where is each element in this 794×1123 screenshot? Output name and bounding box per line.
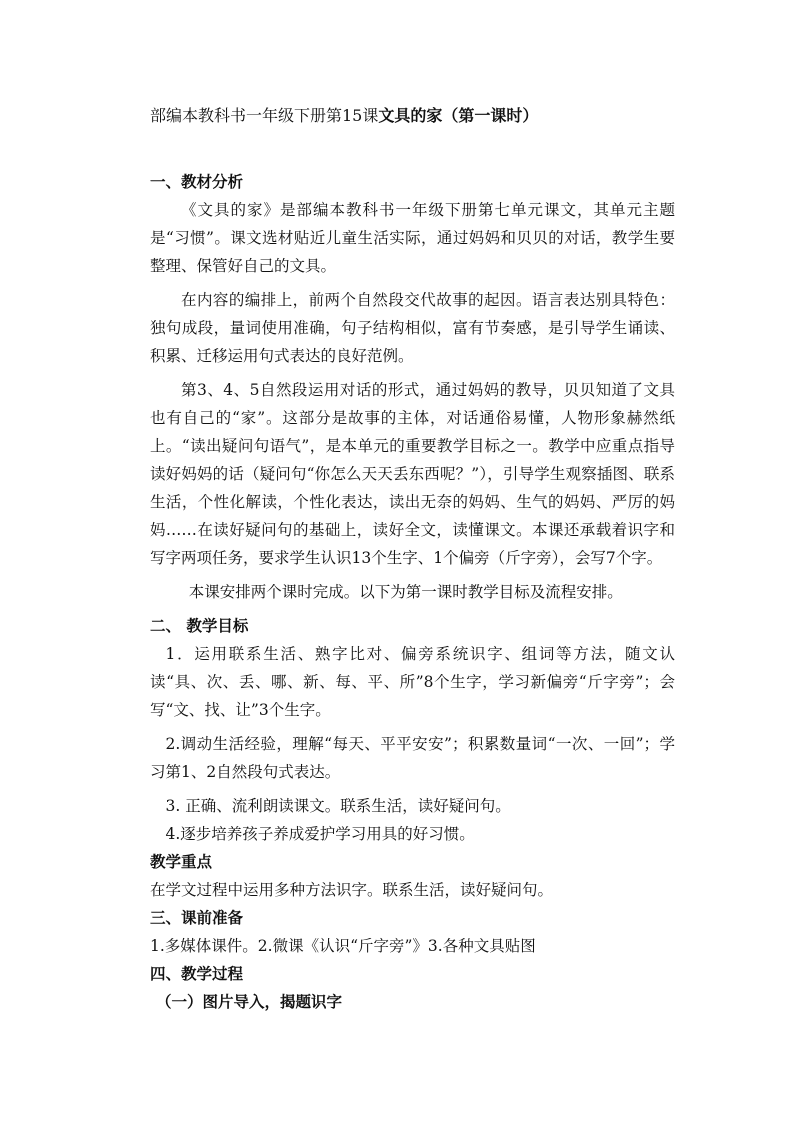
goal-item: 4.逐步培养孩子养成爱护学习用具的好习惯。 [165,825,475,843]
process-subheading: （一）图片导入，揭题识字 [156,992,343,1011]
section-heading-analysis: 一、教材分析 [150,172,244,191]
goal-item: 1．运用联系生活、熟字比对、偏旁系统识字、组词等方法，随文认读“具、次、丢、哪、新、每、平、所”8个生字，学习新偏旁“斤字旁”；会写“文、找、让”3个生字。 [150,645,675,719]
document-title [150,104,538,128]
preparation-text: 1.多媒体课件。2.微课《认识“斤字旁”》3.各种文具贴图 [150,937,536,955]
section-heading-key-points: 教学重点 [150,852,213,871]
document-body [150,168,675,1016]
title-lesson-name: 文具的家（第一课时） [378,106,539,125]
analysis-paragraph: 本课安排两个课时完成。以下为第一课时教学目标及流程安排。 [188,583,623,601]
section-heading-goals: 二、 教学目标 [150,616,249,635]
analysis-paragraph: 《文具的家》是部编本教科书一年级下册第七单元课文，其单元主题是“习惯”。课文选材贴近儿童生活实际，通过妈妈和贝贝的对话，教学生要整理、保管好自己的文具。 [150,201,675,275]
analysis-paragraph: 在内容的编排上，前两个自然段交代故事的起因。语言表达别具特色：独句成段，量词使用准确，句子结构相似，富有节奏感，是引导学生诵读、积累、迁移运用句式表达的良好范例。 [150,291,675,365]
goal-item: 3. 正确、流利朗读课文。联系生活，读好疑问句。 [165,797,511,815]
title-prefix: 部编本教科书一年级下册第15课 [150,106,379,125]
analysis-paragraph: 第3、4、5自然段运用对话的形式，通过妈妈的教导，贝贝知道了文具也有自己的“家”。这部分是故事的主体，对话通俗易懂，人物形象赫然纸上。“读出疑问句语气”，是本单元的重要教学目标之一。教学中应重点指导读好妈妈的话（疑问句“你怎么天天丢东西呢？”），引导学生观察插图、联系生活，个性化解读，个性化表达，读出无奈的妈妈、生气的妈妈、严厉的妈妈……在读好疑问句的基础上，读好全文，读懂课文。本课还承载着识字和写字两项任务，要求学生认识13个生字、1个偏旁（斤字旁），会写7个字。 [150,381,675,567]
key-points-text: 在学文过程中运用多种方法识字。联系生活，读好疑问句。 [150,881,554,899]
goal-item: 2.调动生活经验，理解“每天、平平安安”；积累数量词“一次、一回”；学习第1、2自然段句式表达。 [150,735,675,781]
section-heading-preparation: 三、课前准备 [150,908,244,927]
section-heading-process: 四、教学过程 [150,964,244,983]
